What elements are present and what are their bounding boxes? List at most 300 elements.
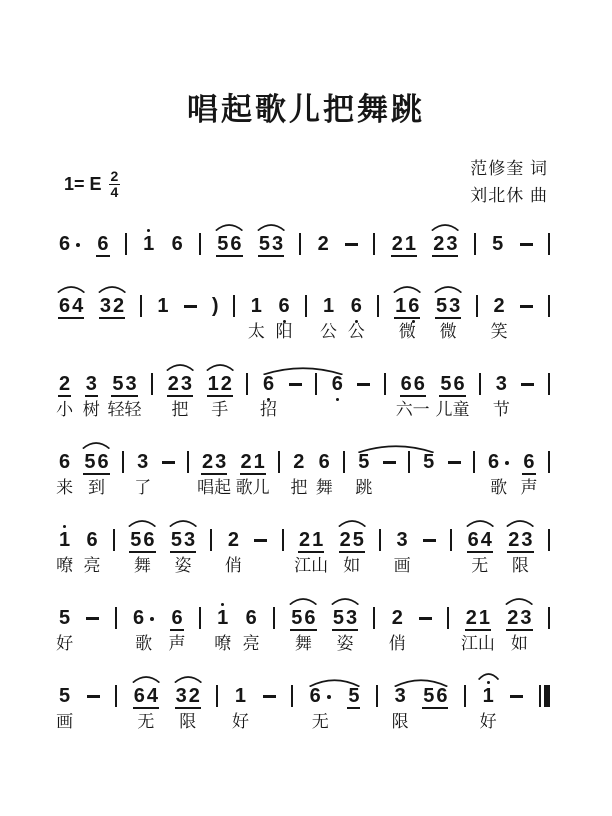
note-digit: 6 [86, 529, 98, 551]
score-line [58, 295, 550, 373]
note-group [320, 295, 338, 341]
barline [464, 685, 466, 707]
note-digit: 6 [171, 607, 183, 629]
barline [373, 233, 375, 255]
note-digit: 3 [345, 607, 358, 629]
note-group [339, 529, 365, 575]
dash-extension [448, 461, 461, 464]
dash-extension [520, 305, 533, 308]
lyric: 姿 [174, 556, 192, 575]
note-group [422, 685, 448, 709]
note-digit: 5 [59, 685, 71, 707]
lyric: 了 [134, 478, 152, 497]
note-digit: 2 [167, 373, 179, 395]
note-digits [142, 233, 155, 255]
note-group [315, 451, 333, 497]
note-group [224, 529, 242, 575]
lyric: 歌儿 [235, 478, 270, 497]
note-group [479, 685, 497, 731]
note-group [56, 451, 74, 497]
dash-extension [263, 695, 276, 698]
score-line [58, 529, 550, 607]
note-group [395, 373, 430, 419]
score-line [58, 607, 550, 685]
barline [216, 685, 218, 707]
note-digit: 1 [322, 295, 335, 317]
lyric: 歌 [135, 634, 153, 653]
dash-extension [87, 695, 100, 698]
lyric: 六一 [395, 400, 430, 419]
note-digit: 1 [234, 685, 247, 707]
barline [305, 295, 307, 317]
lyric: 江山 [294, 556, 329, 575]
note-digits [339, 529, 365, 553]
note-group [235, 451, 270, 497]
score-line [58, 451, 550, 529]
note-digit: 6 [245, 607, 257, 629]
note-digit: 3 [99, 295, 112, 317]
note-group [275, 295, 293, 341]
lyric: 把 [171, 400, 189, 419]
tie-arc [261, 366, 345, 375]
note-digit: 1 [253, 451, 265, 473]
note-group [492, 373, 510, 419]
lyric: 公 [320, 322, 338, 341]
note-group [260, 373, 277, 419]
slur-arc [169, 519, 197, 527]
note-group [507, 529, 533, 575]
dash-extension [383, 461, 396, 464]
note-digit: 5 [84, 451, 96, 473]
note-group [83, 451, 109, 497]
note-digits [207, 373, 233, 397]
barline [548, 607, 550, 629]
note-digits [133, 685, 159, 709]
barline [474, 233, 476, 255]
lyric: 舞 [133, 556, 151, 575]
lyric: 如 [510, 634, 528, 653]
note-digit: 6 [400, 373, 412, 395]
note-group [56, 607, 74, 653]
note-digit: 2 [317, 233, 329, 255]
note-group [58, 295, 84, 319]
slur-arc [393, 285, 421, 293]
note-group [331, 373, 344, 395]
note-digit: 6 [171, 233, 183, 255]
note-digits [467, 529, 493, 553]
note-digit: 3 [449, 295, 461, 317]
dash-extension [357, 383, 370, 386]
note-group [83, 529, 101, 575]
note-digits [167, 373, 193, 397]
note-digit: 2 [59, 373, 71, 395]
note-group [216, 233, 242, 257]
note-group [134, 451, 152, 497]
note-digit: 6 [436, 685, 448, 707]
note-group [129, 529, 155, 575]
note-digit: 2 [465, 607, 477, 629]
note-group [167, 373, 193, 419]
barline [246, 373, 248, 395]
note-digits [258, 233, 284, 257]
note-group [168, 607, 186, 653]
barline [373, 607, 375, 629]
note-digit: 6 [523, 451, 535, 473]
note-digits [317, 233, 330, 255]
note-digits [240, 451, 266, 475]
lyric: 阳 [275, 322, 293, 341]
note-digit: 3 [396, 529, 408, 551]
note-digits [394, 685, 407, 707]
dash-extension [289, 383, 302, 386]
note-digit: 6 [309, 685, 321, 707]
note-group [388, 607, 406, 653]
barline [278, 451, 280, 473]
dash-extension [419, 617, 432, 620]
barline [479, 373, 481, 395]
note-digits [216, 607, 229, 629]
note-digits [298, 529, 324, 553]
note-digits [522, 451, 535, 475]
note-digit: 2 [240, 451, 252, 473]
note-group [393, 529, 411, 575]
score-line [58, 373, 550, 451]
note-group [214, 607, 232, 653]
key-time-signature [64, 169, 120, 201]
note-digit: 1 [404, 233, 416, 255]
dash-extension [162, 461, 175, 464]
barline [376, 685, 378, 707]
dash-extension [86, 617, 99, 620]
barline [548, 373, 550, 395]
lyric: 无 [137, 712, 155, 731]
lyric: 声 [520, 478, 538, 497]
note-group [171, 233, 184, 255]
slur-arc [98, 285, 126, 293]
song-title: 唱起歌儿把舞跳 [187, 92, 425, 127]
note-digits [83, 451, 109, 475]
note-digit: 5 [352, 529, 364, 551]
intro-close-paren: ) [211, 295, 219, 317]
score [58, 233, 550, 763]
note-group [347, 295, 365, 341]
barline [140, 295, 142, 317]
slur-arc [206, 363, 234, 371]
barline [151, 373, 153, 395]
barline [476, 295, 478, 317]
note-group [506, 607, 532, 653]
note-group [391, 233, 417, 257]
note-digits [322, 295, 335, 317]
note-digit: 6 [133, 685, 145, 707]
note-group [156, 295, 169, 317]
note-digits [136, 451, 149, 473]
note-digit: 6 [467, 529, 479, 551]
note-digits [171, 233, 184, 255]
note-digit: 2 [339, 529, 351, 551]
final-barline-thin [539, 685, 541, 707]
note-group [355, 451, 373, 497]
note-digit: 1 [478, 607, 490, 629]
barline [343, 451, 345, 473]
lyricist-credit: 范修奎 词 [470, 159, 548, 178]
note-digits [58, 451, 71, 473]
note-digits [132, 607, 155, 629]
note-digit: 4 [480, 529, 492, 551]
note-digit: 2 [227, 529, 239, 551]
note-digit: 2 [433, 233, 445, 255]
note-digit: 6 [97, 451, 109, 473]
lyric: 笑 [490, 322, 508, 341]
fermata-arc [478, 672, 499, 680]
lyric: 画 [56, 712, 74, 731]
note-digit: 6 [143, 529, 155, 551]
note-digits [111, 373, 137, 397]
note-digit: 6 [278, 295, 291, 317]
note-digit: 5 [332, 607, 344, 629]
slur-arc [505, 597, 533, 605]
note-group [520, 451, 538, 497]
note-digit: 6 [97, 233, 109, 255]
note-digit: 3 [125, 373, 137, 395]
dash-extension [423, 539, 436, 542]
lyric: 限 [391, 712, 409, 731]
note-group [56, 685, 74, 731]
note-digit: 5 [217, 233, 229, 255]
octave-dot-low [336, 398, 339, 401]
note-group [294, 529, 329, 575]
note-digits [487, 451, 510, 473]
octave-dot-high [487, 681, 490, 684]
barline [210, 529, 212, 551]
note-group [242, 607, 260, 653]
note-digits [331, 373, 344, 395]
note-digits [234, 685, 247, 707]
dash-extension [520, 243, 533, 246]
barline [115, 607, 117, 629]
octave-dot-high [147, 229, 150, 232]
note-group [231, 685, 249, 731]
note-digit: 3 [85, 373, 97, 395]
slur-arc [466, 519, 494, 527]
barline [233, 295, 235, 317]
note-digit: 6 [350, 295, 363, 317]
lyric: 舞 [315, 478, 333, 497]
lyric: 把 [290, 478, 308, 497]
lyric: 江山 [460, 634, 495, 653]
note-group [258, 233, 284, 257]
note-digits [422, 451, 435, 473]
note-digits [96, 233, 109, 257]
note-digits [290, 607, 316, 631]
note-digit: 1 [216, 607, 229, 629]
note-group [290, 607, 316, 653]
note-digit: 5 [258, 233, 270, 255]
barline [122, 451, 124, 473]
meta-row [64, 155, 548, 209]
note-digits [506, 607, 532, 631]
note-digit: 4 [146, 685, 159, 707]
note-digits [309, 685, 332, 707]
note-digit: 1 [142, 233, 155, 255]
note-digit: 2 [507, 607, 519, 629]
note-digit: 5 [291, 607, 303, 629]
note-digits [465, 607, 491, 631]
lyric: 微 [439, 322, 457, 341]
final-barline-thick [544, 685, 550, 707]
note-digits [350, 295, 363, 317]
lyric: 亮 [242, 634, 260, 653]
lyric: 嘹 [56, 556, 74, 575]
barline [199, 233, 201, 255]
note-group [247, 295, 265, 341]
lyric: 如 [343, 556, 361, 575]
note-digit: 5 [130, 529, 142, 551]
note-digit: 3 [271, 233, 284, 255]
note-digits [482, 685, 495, 707]
note-digit: 6 [413, 373, 425, 395]
barline [187, 451, 189, 473]
augmentation-dot [76, 243, 80, 247]
slur-arc [257, 223, 285, 231]
note-digit: 5 [423, 685, 435, 707]
note-digits [435, 295, 461, 319]
note-group [96, 233, 109, 257]
note-digit: 5 [492, 233, 504, 255]
lyric: 俏 [388, 634, 406, 653]
note-group [435, 373, 470, 419]
note-digit: 6 [59, 451, 71, 473]
note-digit: 5 [436, 295, 448, 317]
note-group [132, 607, 155, 653]
slur-arc [434, 285, 462, 293]
lyric: 公 [347, 322, 365, 341]
note-digits [391, 233, 417, 257]
note-digits [439, 373, 465, 397]
note-group [422, 451, 435, 473]
note-group [207, 373, 233, 419]
note-digits [493, 295, 506, 317]
note-group [487, 451, 510, 497]
note-digit: 3 [446, 233, 458, 255]
lyric: 唱起 [197, 478, 232, 497]
note-digits [491, 233, 504, 255]
note-group [347, 685, 360, 709]
lyric: 无 [311, 712, 329, 731]
barline [315, 373, 317, 395]
final-barline [539, 685, 550, 707]
note-digit: 2 [298, 529, 311, 551]
slur-arc [338, 519, 366, 527]
note-digit: 2 [493, 295, 505, 317]
note-digit: 5 [440, 373, 452, 395]
barline [379, 529, 381, 551]
note-digit: 6 [304, 607, 316, 629]
note-group [56, 529, 74, 575]
lyric: 招 [260, 400, 277, 419]
lyric: 微 [398, 322, 416, 341]
barline [447, 607, 449, 629]
note-group [82, 373, 100, 419]
note-group [490, 295, 508, 341]
key-label: 1= E [64, 174, 102, 195]
barline [125, 233, 127, 255]
note-digit: 5 [358, 451, 370, 473]
note-digit: 3 [175, 685, 187, 707]
note-digit: 5 [348, 685, 360, 707]
note-digit: 6 [488, 451, 500, 473]
note-digit: 5 [170, 529, 182, 551]
note-digit: 6 [230, 233, 242, 255]
barline [450, 529, 452, 551]
note-digit: 2 [508, 529, 520, 551]
note-digit: 5 [59, 607, 71, 629]
barline [548, 529, 550, 551]
note-digits [129, 529, 155, 553]
note-digits [216, 233, 242, 257]
note-group [56, 373, 74, 419]
note-group [460, 607, 495, 653]
tie-arc [356, 444, 436, 453]
barline [473, 451, 475, 473]
slur-arc [132, 675, 160, 683]
lyric: 到 [88, 478, 105, 497]
slur-arc [174, 675, 202, 683]
note-digits [58, 529, 71, 551]
slur-arc [128, 519, 156, 527]
tie-arc [308, 678, 361, 687]
augmentation-dot [327, 695, 331, 699]
note-digits [432, 233, 458, 257]
slur-arc [331, 597, 359, 605]
note-digits [396, 529, 409, 551]
note-digits [85, 529, 98, 551]
lyric: 亮 [83, 556, 101, 575]
note-group [394, 295, 420, 341]
note-digits [58, 685, 71, 707]
note-digit: 6 [331, 373, 344, 395]
dash-extension [510, 695, 523, 698]
note-digit: 2 [391, 607, 403, 629]
note-digit: 3 [180, 373, 192, 395]
barline [199, 607, 201, 629]
lyric: 姿 [336, 634, 354, 653]
barline [282, 529, 284, 551]
note-digit: 6 [318, 451, 330, 473]
note-digit: 3 [521, 529, 533, 551]
note-digits [262, 373, 275, 395]
composer-credit: 刘北休 曲 [470, 186, 548, 205]
note-digits [400, 373, 426, 397]
note-digits [250, 295, 263, 317]
lyric: 好 [231, 712, 249, 731]
note-group [170, 529, 196, 575]
lyric: 俏 [224, 556, 242, 575]
dash-extension [184, 305, 197, 308]
credits [470, 155, 548, 209]
dash-extension [345, 243, 358, 246]
note-digit: 6 [59, 295, 71, 317]
barline [113, 529, 115, 551]
note-digits [58, 373, 71, 397]
lyric: 太 [247, 322, 265, 341]
note-group [309, 685, 332, 731]
score-line [58, 233, 550, 295]
note-digits [245, 607, 258, 629]
slur-arc [215, 223, 243, 231]
lyric: 轻轻 [107, 400, 142, 419]
note-digits [175, 685, 201, 709]
